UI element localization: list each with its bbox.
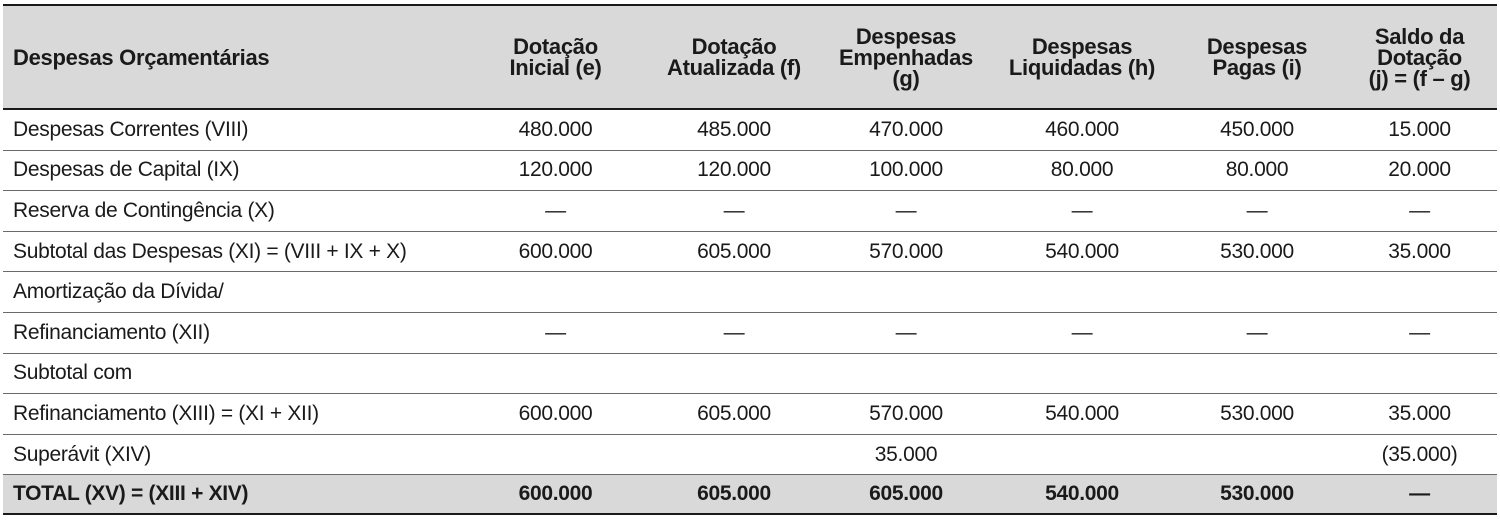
cell-despesas-pagas	[1172, 353, 1342, 394]
cell-dotacao-atualizada: 605.000	[648, 231, 820, 272]
cell-despesas-empenhadas: —	[820, 191, 992, 232]
table-body	[3, 109, 1497, 514]
total-despesas-liquidadas: 540.000	[992, 475, 1172, 515]
cell-saldo-dotacao: 35.000	[1342, 231, 1497, 272]
cell-despesas-liquidadas	[992, 353, 1172, 394]
table-row	[3, 312, 1497, 353]
cell-despesas-empenhadas	[820, 272, 992, 313]
cell-despesas-liquidadas: 460.000	[992, 109, 1172, 150]
row-label: Despesas de Capital (IX)	[3, 150, 463, 191]
header-despesas-liquidadas	[992, 5, 1172, 109]
header-line: Dotação	[513, 34, 598, 59]
header-despesas-orcamentarias	[3, 5, 463, 109]
header-line: Saldo da	[1374, 23, 1465, 49]
header-line: Pagas (i)	[1212, 55, 1302, 80]
table-row	[3, 434, 1497, 475]
total-row	[3, 475, 1497, 515]
header-row	[3, 5, 1497, 109]
budget-table-container	[3, 4, 1497, 515]
cell-despesas-liquidadas: 80.000	[992, 150, 1172, 191]
cell-despesas-pagas	[1172, 434, 1342, 475]
cell-saldo-dotacao	[1342, 272, 1497, 313]
cell-dotacao-atualizada: 485.000	[648, 109, 820, 150]
cell-dotacao-atualizada	[648, 272, 820, 313]
cell-dotacao-inicial: 600.000	[463, 394, 648, 435]
cell-despesas-pagas: —	[1172, 312, 1342, 353]
header-line: Despesas	[1206, 34, 1308, 59]
row-label: Reserva de Contingência (X)	[3, 191, 463, 232]
cell-despesas-liquidadas	[992, 272, 1172, 313]
header-line: Liquidadas (h)	[1008, 55, 1156, 80]
budget-expenses-table	[3, 4, 1497, 515]
header-line: Inicial (e)	[509, 55, 602, 80]
table-row	[3, 150, 1497, 191]
header-line: (j) = (f – g)	[1368, 65, 1471, 91]
header-line: Atualizada (f)	[667, 55, 801, 80]
cell-dotacao-inicial	[463, 272, 648, 313]
cell-despesas-empenhadas: 100.000	[820, 150, 992, 191]
cell-dotacao-inicial: 480.000	[463, 109, 648, 150]
table-row	[3, 272, 1497, 313]
cell-dotacao-atualizada: 120.000	[648, 150, 820, 191]
cell-despesas-empenhadas: 570.000	[820, 394, 992, 435]
cell-despesas-pagas: 530.000	[1172, 231, 1342, 272]
row-label: Superávit (XIV)	[3, 434, 463, 475]
cell-saldo-dotacao	[1342, 353, 1497, 394]
table-header	[3, 5, 1497, 109]
cell-dotacao-atualizada	[648, 353, 820, 394]
table-row	[3, 353, 1497, 394]
cell-dotacao-atualizada: —	[648, 312, 820, 353]
cell-dotacao-inicial: 600.000	[463, 231, 648, 272]
cell-saldo-dotacao: (35.000)	[1342, 434, 1497, 475]
total-dotacao-atualizada: 605.000	[648, 475, 820, 515]
cell-dotacao-atualizada	[648, 434, 820, 475]
header-line: Empenhadas	[839, 44, 973, 70]
row-label: Subtotal com	[3, 353, 463, 394]
cell-despesas-liquidadas: —	[992, 312, 1172, 353]
cell-despesas-empenhadas: 35.000	[820, 434, 992, 475]
cell-dotacao-inicial	[463, 353, 648, 394]
row-label: Despesas Correntes (VIII)	[3, 109, 463, 150]
row-label: Subtotal das Despesas (XI) = (VIII + IX + X)	[3, 231, 463, 272]
total-despesas-empenhadas: 605.000	[820, 475, 992, 515]
total-despesas-pagas: 530.000	[1172, 475, 1342, 515]
total-dotacao-inicial: 600.000	[463, 475, 648, 515]
cell-dotacao-atualizada: 605.000	[648, 394, 820, 435]
total-saldo-dotacao: —	[1342, 475, 1497, 515]
cell-despesas-liquidadas: 540.000	[992, 231, 1172, 272]
cell-despesas-empenhadas: —	[820, 312, 992, 353]
cell-despesas-liquidadas: —	[992, 191, 1172, 232]
cell-despesas-liquidadas	[992, 434, 1172, 475]
cell-saldo-dotacao: —	[1342, 312, 1497, 353]
cell-saldo-dotacao: 35.000	[1342, 394, 1497, 435]
header-line: Despesas Orçamentárias	[13, 44, 270, 70]
cell-despesas-pagas: 450.000	[1172, 109, 1342, 150]
cell-saldo-dotacao: —	[1342, 191, 1497, 232]
header-line: (g)	[892, 65, 920, 91]
cell-despesas-liquidadas: 540.000	[992, 394, 1172, 435]
cell-despesas-empenhadas: 570.000	[820, 231, 992, 272]
header-line: Dotação	[691, 34, 777, 59]
header-dotacao-atualizada	[648, 5, 820, 109]
cell-dotacao-atualizada: —	[648, 191, 820, 232]
cell-dotacao-inicial: 120.000	[463, 150, 648, 191]
header-dotacao-inicial	[463, 5, 648, 109]
cell-despesas-pagas	[1172, 272, 1342, 313]
cell-saldo-dotacao: 15.000	[1342, 109, 1497, 150]
cell-despesas-empenhadas: 470.000	[820, 109, 992, 150]
table-row	[3, 231, 1497, 272]
table-row	[3, 109, 1497, 150]
cell-dotacao-inicial	[463, 434, 648, 475]
total-label: TOTAL (XV) = (XIII + XIV)	[3, 475, 463, 515]
cell-saldo-dotacao: 20.000	[1342, 150, 1497, 191]
cell-despesas-empenhadas	[820, 353, 992, 394]
row-label: Refinanciamento (XII)	[3, 312, 463, 353]
cell-despesas-pagas: 80.000	[1172, 150, 1342, 191]
header-despesas-empenhadas	[820, 5, 992, 109]
cell-despesas-pagas: —	[1172, 191, 1342, 232]
row-label: Refinanciamento (XIII) = (XI + XII)	[3, 394, 463, 435]
cell-despesas-pagas: 530.000	[1172, 394, 1342, 435]
header-line: Despesas	[855, 23, 957, 49]
cell-dotacao-inicial: —	[463, 191, 648, 232]
header-line: Dotação	[1377, 44, 1462, 70]
header-line: Despesas	[1031, 34, 1133, 59]
header-despesas-pagas	[1172, 5, 1342, 109]
table-row	[3, 394, 1497, 435]
table-row	[3, 191, 1497, 232]
header-saldo-dotacao	[1342, 5, 1497, 109]
cell-dotacao-inicial: —	[463, 312, 648, 353]
row-label: Amortização da Dívida/	[3, 272, 463, 313]
